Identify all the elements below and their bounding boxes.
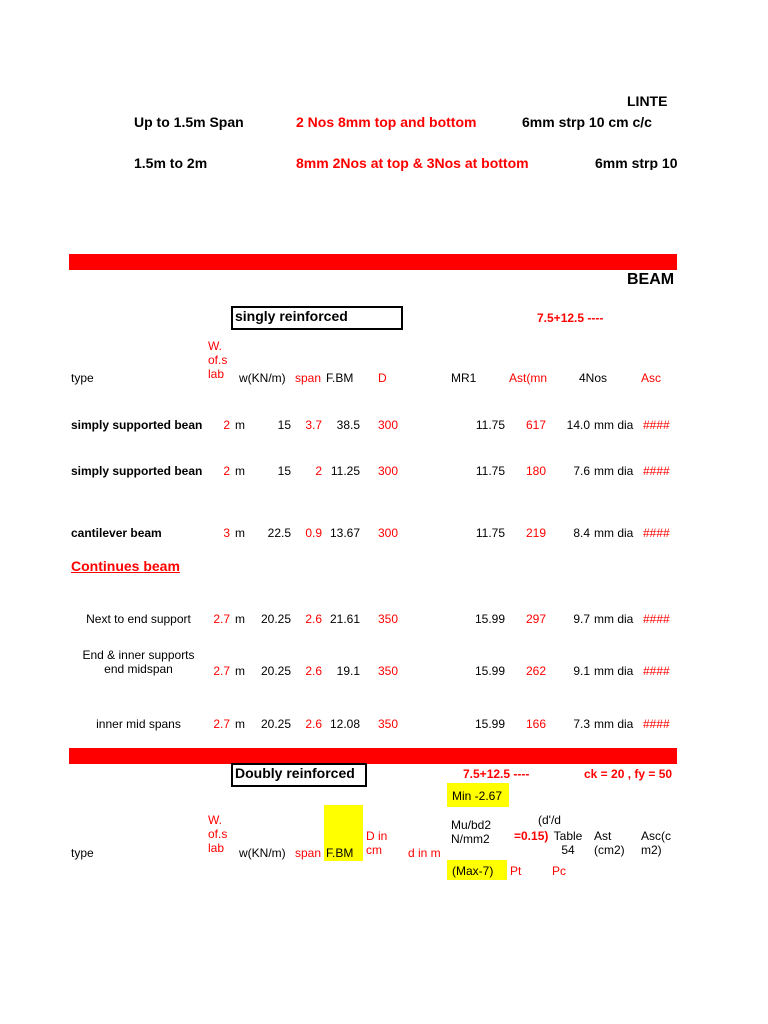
doubly-header-ratio: (d'/d	[538, 813, 561, 827]
header-asc: Asc	[641, 371, 662, 385]
doubly-material-text: ck = 20 , fy = 50	[584, 767, 673, 781]
row-w: 15	[277, 418, 291, 432]
row-dia-unit: mm dia	[594, 612, 634, 626]
row-w: 20.25	[260, 717, 291, 731]
row-type: inner mid spans	[96, 717, 181, 731]
doubly-header-fbm: F.BM	[326, 846, 354, 860]
doubly-header-ratio-val: =0.15)	[514, 829, 549, 843]
row-type: End & inner supports end midspan	[82, 648, 195, 676]
row-dia-unit: mm dia	[594, 717, 634, 731]
row-wslab: 2.7	[213, 664, 230, 678]
doubly-header-w: w(KN/m)	[239, 846, 286, 860]
row-ast: 297	[525, 612, 546, 626]
beam-title: BEAM	[627, 273, 675, 287]
doubly-header-pt: Pt	[510, 864, 522, 878]
row-fbm: 11.25	[330, 464, 360, 478]
row-dia: 14.0	[566, 418, 590, 432]
row-fbm: 21.61	[329, 612, 360, 626]
doubly-header-d-cm: D in cm	[366, 829, 388, 857]
row-mr1: 11.75	[475, 464, 505, 478]
header-w-slab: W. of.s lab	[208, 339, 228, 381]
header-ast: Ast(mn	[509, 371, 548, 385]
row-d: 300	[378, 464, 399, 478]
row-asc: ####	[643, 418, 670, 432]
row-wslab: 3	[223, 526, 230, 540]
row-mr1: 11.75	[475, 418, 505, 432]
doubly-header-type: type	[71, 846, 94, 860]
row-mr1: 11.75	[475, 526, 505, 540]
header-mr1: MR1	[451, 371, 477, 385]
lintel-title: LINTE	[627, 94, 668, 108]
row-type: Next to end support	[86, 612, 191, 626]
row-unit: m	[235, 717, 245, 731]
row-dia: 7.6	[573, 464, 590, 478]
row-mr1: 15.99	[474, 612, 505, 626]
row-wslab: 2.7	[213, 612, 230, 626]
doubly-header-pc: Pc	[552, 864, 567, 878]
doubly-header-span: span	[295, 846, 322, 860]
lintel-span-2: 1.5m to 2m	[134, 155, 208, 171]
row-span: 2	[315, 464, 322, 478]
row-mr1: 15.99	[474, 664, 505, 678]
section-divider-bar	[69, 748, 677, 764]
row-mr1: 15.99	[474, 717, 505, 731]
doubly-reinforced-label: Doubly reinforced	[235, 765, 355, 781]
row-w: 15	[277, 464, 291, 478]
row-span: 2.6	[305, 717, 322, 731]
row-ast: 617	[525, 418, 546, 432]
lintel-bars-2: 8mm 2Nos at top & 3Nos at bottom	[296, 155, 529, 171]
section-divider-bar	[69, 254, 677, 270]
row-unit: m	[235, 664, 245, 678]
header-type: type	[71, 371, 94, 385]
doubly-header-table: Table 54	[553, 829, 583, 857]
lintel-stirrups-1: 6mm strp 10 cm c/c	[522, 114, 652, 130]
doubly-note: 7.5+12.5 ----	[463, 767, 530, 781]
singly-reinforced-label: singly reinforced	[235, 308, 348, 324]
row-d: 300	[378, 418, 399, 432]
row-dia-unit: mm dia	[594, 418, 634, 432]
row-dia-unit: mm dia	[594, 526, 634, 540]
doubly-header-d-m: d in m	[408, 846, 441, 860]
header-w: w(KN/m)	[239, 371, 286, 385]
row-fbm: 12.08	[329, 717, 360, 731]
header-fbm: F.BM	[326, 371, 354, 385]
row-fbm: 13.67	[329, 526, 360, 540]
row-asc: ####	[643, 612, 670, 626]
row-unit: m	[235, 464, 245, 478]
row-d: 350	[378, 717, 399, 731]
doubly-header-mu: Mu/bd2 N/mm2	[451, 818, 492, 846]
row-wslab: 2.7	[213, 717, 230, 731]
header-d: D	[378, 371, 387, 385]
doubly-material	[584, 767, 677, 781]
row-fbm: 19.1	[336, 664, 360, 678]
continuous-beam-label: Continues beam	[71, 558, 180, 574]
row-dia: 9.7	[573, 612, 590, 626]
lintel-stirrups-2: 6mm strp 10	[595, 156, 677, 170]
row-wslab: 2	[223, 464, 230, 478]
row-unit: m	[235, 526, 245, 540]
doubly-header-ast: Ast (cm2)	[594, 829, 625, 857]
row-w: 20.25	[260, 612, 291, 626]
doubly-header-w-slab: W. of.s lab	[208, 813, 228, 855]
lintel-bars-1: 2 Nos 8mm top and bottom	[296, 114, 477, 130]
row-d: 300	[378, 526, 399, 540]
lintel-span-1: Up to 1.5m Span	[134, 114, 244, 130]
row-ast: 262	[525, 664, 546, 678]
row-asc: ####	[643, 717, 670, 731]
row-ast: 219	[525, 526, 546, 540]
row-asc: ####	[643, 464, 670, 478]
row-dia-unit: mm dia	[594, 664, 634, 678]
doubly-header-asc: Asc(c m2)	[641, 829, 671, 857]
row-dia-unit: mm dia	[594, 464, 634, 478]
row-type: simply supported bean	[71, 464, 203, 478]
row-span: 3.7	[305, 418, 322, 432]
row-asc: ####	[643, 526, 670, 540]
row-dia: 8.4	[573, 526, 590, 540]
row-dia: 9.1	[573, 664, 590, 678]
header-nos: 4Nos	[579, 371, 608, 385]
row-ast: 166	[525, 717, 546, 731]
row-asc: ####	[643, 664, 670, 678]
row-w: 20.25	[260, 664, 291, 678]
row-d: 350	[378, 612, 399, 626]
header-span: span	[295, 371, 322, 385]
row-d: 350	[378, 664, 399, 678]
row-type: simply supported bean	[71, 418, 203, 432]
row-unit: m	[235, 418, 245, 432]
row-ast: 180	[525, 464, 546, 478]
row-wslab: 2	[223, 418, 230, 432]
row-unit: m	[235, 612, 245, 626]
row-span: 2.6	[305, 664, 322, 678]
row-w: 22.5	[267, 526, 291, 540]
singly-note: 7.5+12.5 ----	[537, 311, 604, 325]
row-type: cantilever beam	[71, 526, 162, 540]
row-span: 0.9	[305, 526, 322, 540]
row-span: 2.6	[305, 612, 322, 626]
row-fbm: 38.5	[336, 418, 360, 432]
row-dia: 7.3	[573, 717, 590, 731]
max-value: (Max-7)	[452, 864, 494, 878]
min-value: Min -2.67	[452, 789, 503, 803]
